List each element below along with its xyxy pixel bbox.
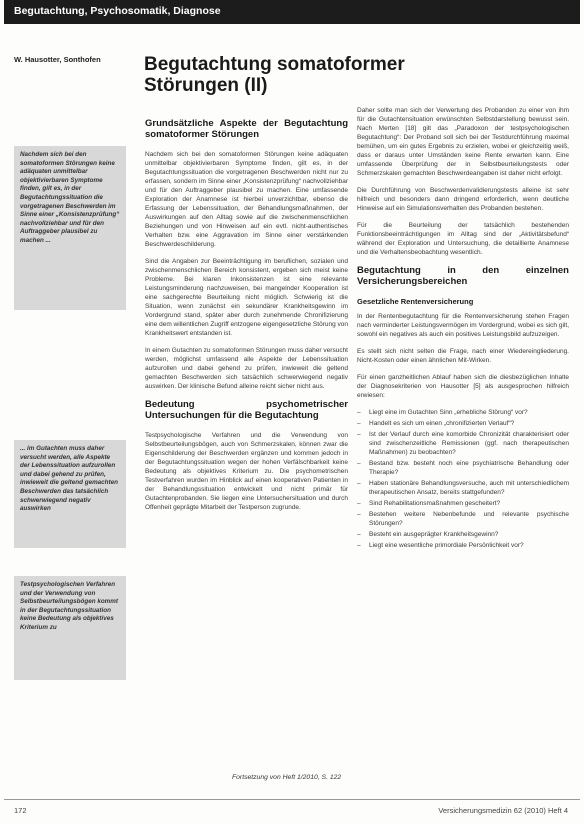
subsection-heading: Gesetzliche Rentenversicherung [357, 297, 474, 306]
list-item: – Besteht ein ausgeprägter Krankheitsgewinn? [357, 530, 569, 539]
list-item: – Bestand bzw. besteht noch eine psychiatrische Behandlung oder Therapie? [357, 459, 569, 477]
article-title: Begutachtung somatoformer Störungen (II) [144, 54, 405, 96]
paragraph: In einem Gutachten zu somatoformen Störungen muss daher versucht werden, möglichst umfassend alle Aspekte der Lebenssituation aufzurollen und dabei gehend zu prüfen, inwieweit die geltend gemachten Beschwerden sich tatsächlich schwerwiegend negativ auswirken. Der klinische Befund alleine reicht sicher nicht aus. [145, 347, 348, 390]
list-item: – Bestehen weitere Nebenbefunde und relevante psychische Störungen? [357, 510, 569, 528]
column-right [357, 106, 569, 552]
journal-citation: Versicherungsmedizin 62 (2010) Heft 4 [438, 806, 568, 815]
section-heading: Grundsätzliche Aspekte der Begutachtung somatoformer Störungen [145, 118, 348, 140]
paragraph: Die Durchführung von Beschwerdenvalidierungstests alleine ist sehr hilfreich und besonders dann dringend erforderlich, wenn deutliche Hinweise auf ein Simulationsverhalten des Probanden bestehen. [357, 187, 569, 212]
list-item: – Ist der Verlauf durch eine komorbide Chronizität charakterisiert oder sind zwischenzeitliche Remissionen (ggf. nach therapeutischen Maßnahmen) zu beobachten? [357, 430, 569, 457]
paragraph: Für einen ganzheitlichen Ablauf haben sich die diesbezüglichen Inhalte der Diagnosekriterien von Hausotter [5] als ausgesprochen hilfreich erwiesen: [357, 374, 569, 399]
section-heading: Bedeutung psychometrischer Untersuchungen für die Begutachtung [145, 399, 348, 421]
paragraph: Nachdem sich bei den somatoformen Störungen keine adäquaten unmittelbar objektivierbaren Symptome finden, gilt es, in der Begutachtungssituation die vorgetragenen Beschwerden nicht nur zu erfassen, sondern im Sinne einer „Konsistenzprüfung“ nachvollziehbar und für den Auftraggeber plausibel zu machen. Eine umfassende Exploration der Anamnese ist hierbei unverzichtbar, ebenso die Erfassung der Lebenssituation, der Behandlungsmaßnahmen, der Auswirkungen auf den Alltag sowie auf die zwischenmenschlichen Beziehungen und von Hinweisen auf ein evtl. nicht-authentisches Verhalten bzw. eine Aggravation im Sinne einer verstärkenden Beschwerdeschilderung. [145, 151, 348, 248]
list-item: – Liegt eine im Gutachten Sinn „erhebliche Störung“ vor? [357, 408, 569, 417]
footer-rule [4, 799, 580, 800]
list-item: – Liegt eine wesentliche primordiale Persönlichkeit vor? [357, 541, 569, 550]
continuation-reference: Fortsetzung von Heft 1/2010, S. 122 [232, 774, 342, 781]
list-item: – Sind Rehabilitationsmaßnahmen gescheitert? [357, 499, 569, 508]
section-heading: Begutachtung in den einzelnen Versicherungsbereichen [357, 265, 569, 287]
section-header-bar [4, 0, 580, 24]
criteria-list [357, 408, 569, 550]
pull-quote-2: ... im Gutachten muss daher versucht werden, alle Aspekte der Lebenssituation aufzurollen und dabei gehend zu prüfen, inwieweit die geltend gemachten Beschwerden das tatsächlich schwerwiegend negativ auswirken [14, 440, 126, 548]
paragraph: Für die Beurteilung der tatsächlich bestehenden Funktionsbeeinträchtigungen im Alltag sind der „Aktivitätsbefund“ während der Exploration und Untersuchung, die detaillierte Anamnese und die Verhaltensbeobachtung wesentlich. [357, 222, 569, 256]
paragraph: Testpsychologische Verfahren und die Verwendung von Selbstbeurteilungsbögen, auch von Schmerzskalen, können zwar die Eigenschilderung der Beschwerden ergänzen und kommen jedoch in der Begutachtungssituation wegen der hohen Verfälschbarkeit keine Bedeutung als objektives Kriterium zu. Die psychometrischen Testverfahren wurden im Hinblick auf einen kooperativen Patienten in der Behandlungssituation entwickelt und nicht primär für Gutachtenprobanden. Sie liegen eine Untersuchersituation und durch Offenheit geprägte Mitarbeit der Testperson zugrunde. [145, 432, 348, 511]
section-label: Begutachtung, Psychosomatik, Diagnose [14, 5, 221, 17]
paragraph: In der Rentenbegutachtung für die Rentenversicherung stehen Fragen nach verminderter Leistungsvermögen im Vordergrund, wobei es sich gilt, sowohl ein negatives als auch ein positives Leistungsbild aufzuzeigen. [357, 313, 569, 338]
pull-quote-3: Testpsychologischen Verfahren und der Verwendung von Selbstbeurteilungsbögen kommt in der Begutachtungssituation keine Bedeutung als objektives Kriterium zu [14, 576, 126, 680]
paragraph: Es stellt sich nicht selten die Frage, nach einer Wiedereingliederung. Nicht-Kosten oder einen ähnlichen Mit-Wirken. [357, 348, 569, 364]
column-left [145, 118, 348, 520]
page-number: 172 [14, 806, 27, 815]
paragraph: Daher sollte man sich der Verwertung des Probanden zu einer von ihm für die Gutachtensituation erwünschten Selbstdarstellung bewusst sein. Nach Merten [18] gilt das „Paradoxon der testpsychologischen Begutachtung“: Der Proband soll sich bei der Testdurchführung maximal bemühen, um ein gutes Ergebnis zu erzielen, wobei er gleichzeitig weiß, dass er daraus unter Umständen keine Rente erwarten kann. Eine umfassende Überprüfung der in Selbstbeurteilungstests oder Schmerzskalen gemachten Beschwerdeangaben ist daher nicht erfolgt. [357, 107, 569, 177]
pull-quote-1: Nachdem sich bei den somatoformen Störungen keine adäquaten unmittelbar objektivierbaren Symptome finden, gilt es, in der Begutachtungssituation die vorgetragenen Beschwerden im Sinne einer „Konsistenzprüfung“ nachvollziehbar und für den Auftraggeber plausibel zu machen ... [14, 146, 126, 310]
author-line: W. Hausotter, Sonthofen [14, 55, 101, 64]
list-item: – Haben stationäre Behandlungsversuche, auch mit unterschiedlichem therapeutischen Ansatz, bereits stattgefunden? [357, 479, 569, 497]
paragraph: Sind die Angaben zur Beeinträchtigung im beruflichen, sozialen und zwischenmenschlichen Bereich konsistent, ergeben sich meist keine Probleme. Bei klaren Inkonsistenzen ist eine relevante Leistungsminderung nachzuweisen, bei mangelnder Kooperation ist eine sachgerechte Beurteilung nicht möglich. Schwierig ist die Situation, wenn zunächst ein sekundärer Krankheitsgewinn im Vordergrund stand, später aber durch zunehmende Chronifizierung eine dem willentlichen Zugriff entzogene eigengesetzliche Störung von Krankheitswert entstanden ist. [145, 258, 348, 337]
list-item: – Handelt es sich um einen „chronifizierten Verlauf“? [357, 419, 569, 428]
